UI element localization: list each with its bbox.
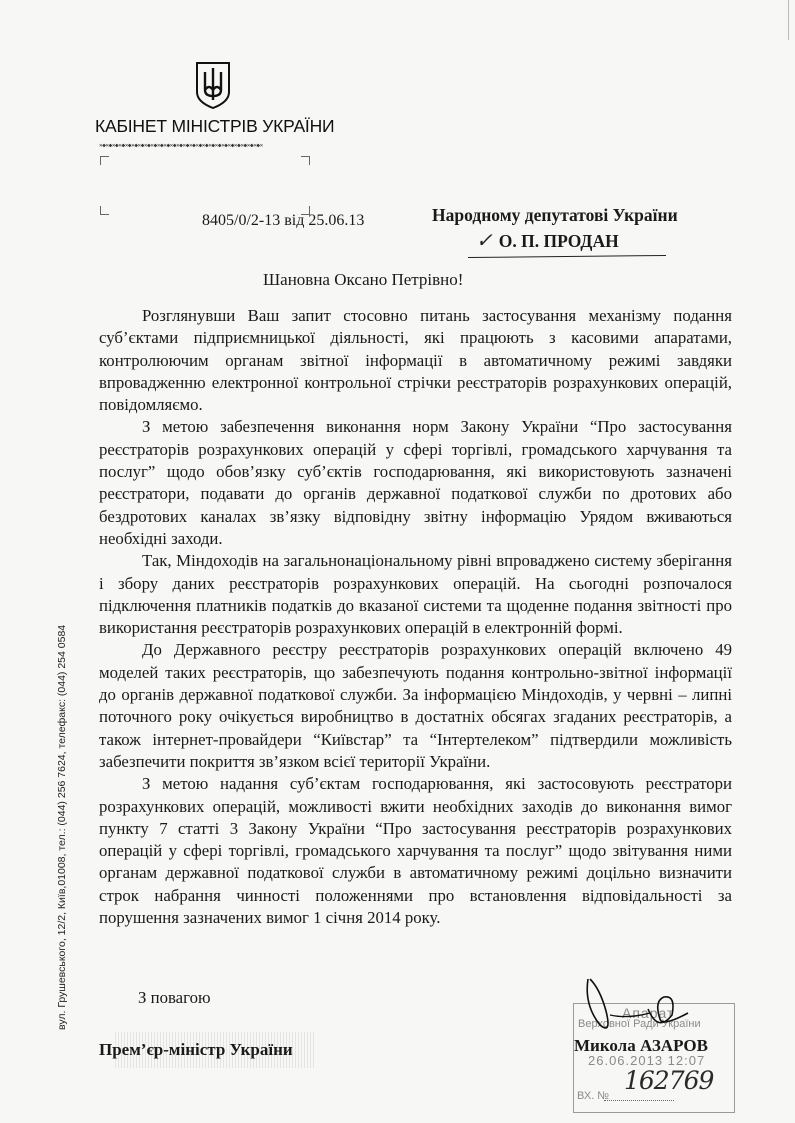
greeting: Шановна Оксано Петрівно! (263, 270, 464, 289)
paragraph: З метою забезпечення виконання норм Закону України “Про застосування реєстраторів розрахункових операцій у сфері торгівлі, громадського харчування та послуг” щодо обов’язку суб’єктів господарювання, які використовують зазначені реєстратори, подавати до органів державної податкової служби по дротових або бездротових каналах зв’язку відповідну звітну інформацію Урядом вживаються необхідні заходи. (99, 417, 732, 548)
recipient-name-line (476, 228, 678, 253)
page-edge (788, 0, 789, 40)
paragraph: Так, Міндоходів на загальнонаціональному рівні впроваджено систему зберігання і збору даних реєстраторів розрахункових операцій. На сьогодні розпочалося підключення платників податків до вказаної системи та щоденне подання звітності про використання реєстраторів розрахункових операцій в електронній формі. (99, 551, 732, 638)
address-field-corner (100, 206, 109, 215)
handwritten-underline (468, 255, 666, 258)
side-address: вул. Грушевського, 12/2, Київ,01008, тел.: (044) 256 7624, телефакс: (044) 254 0584 (56, 624, 68, 1030)
letter-body (99, 305, 732, 929)
check-mark-icon: ✓ (476, 230, 493, 252)
closing: З повагою (138, 988, 211, 1007)
stamp-line2: Верховної Ради України (578, 1018, 701, 1030)
signer-title: Прем’єр-міністр України (99, 1040, 293, 1059)
trident-coat-of-arms-icon (193, 60, 233, 110)
stamp-line1: Апарат (622, 1005, 675, 1021)
recipient-name: О. П. ПРОДАН (498, 231, 619, 251)
paragraph: Розглянувши Ваш запит стосовно питань застосування механізму подання суб’єктами підприємницької діяльності, які працюють з касовими апаратами, контролюючим органам звітної інформації в автоматичному режимі завдяки впровадженню електронної контрольної стрічки реєстраторів розрахункових операцій, повідомляємо. (99, 306, 732, 415)
recipient-title: Народному депутатові України (432, 205, 678, 225)
address-field-corner (100, 156, 109, 165)
reference-number: 8405/0/2-13 від 25.06.13 (202, 212, 365, 229)
handwritten-signature (578, 975, 698, 1035)
paragraph: З метою надання суб’єктам господарювання, які застосовують реєстратори розрахункових операцій, можливості вжити необхідних заходів до виконання вимог пункту 7 статті 3 Закону України “Про застосування реєстраторів розрахункових операцій у сфері торгівлі, громадського харчування та послуг” щодо звітування ними органам державної податкової служби в автоматичному режимі доцільно визначити строк набрання чинності положеннями про встановлення відповідальності за порушення зазначених вимог 1 січня 2014 року. (99, 774, 732, 928)
address-field-corner (301, 156, 310, 165)
stamp-dotted-line (604, 1100, 674, 1101)
ornament-divider: ✕◆✕◆✕◆✕◆✕◆✕◆✕◆✕◆✕◆✕◆✕◆✕◆✕◆✕◆✕◆✕◆✕◆✕◆✕◆✕◆✕◆✕◆✕◆✕◆✕◆✕ (99, 143, 263, 149)
stamp-datetime: 26.06.2013 12:07 (588, 1053, 706, 1068)
stamp-label: ВХ. № (577, 1090, 610, 1102)
recipient-block (432, 205, 678, 253)
signer-name: Микола АЗАРОВ (574, 1036, 708, 1055)
paragraph: До Державного реєстру реєстраторів розрахункових операцій включено 49 моделей таких реєстраторів, що забезпечують подання контрольно-звітної інформації до органів державної податкової служби. За інформацією Міндоходів, у червні – липні поточного року очікується виробництво в достатніх обсягах згаданих реєстраторів, а також інтернет-провайдери “Київстар” та “Інтертелеком” підтвердили можливість забезпечити покриття зв’язком всієї території України. (99, 640, 732, 771)
organization-name: КАБІНЕТ МІНІСТРІВ УКРАЇНИ (95, 116, 335, 136)
stamp-handwritten-number: 162769 (624, 1066, 714, 1095)
